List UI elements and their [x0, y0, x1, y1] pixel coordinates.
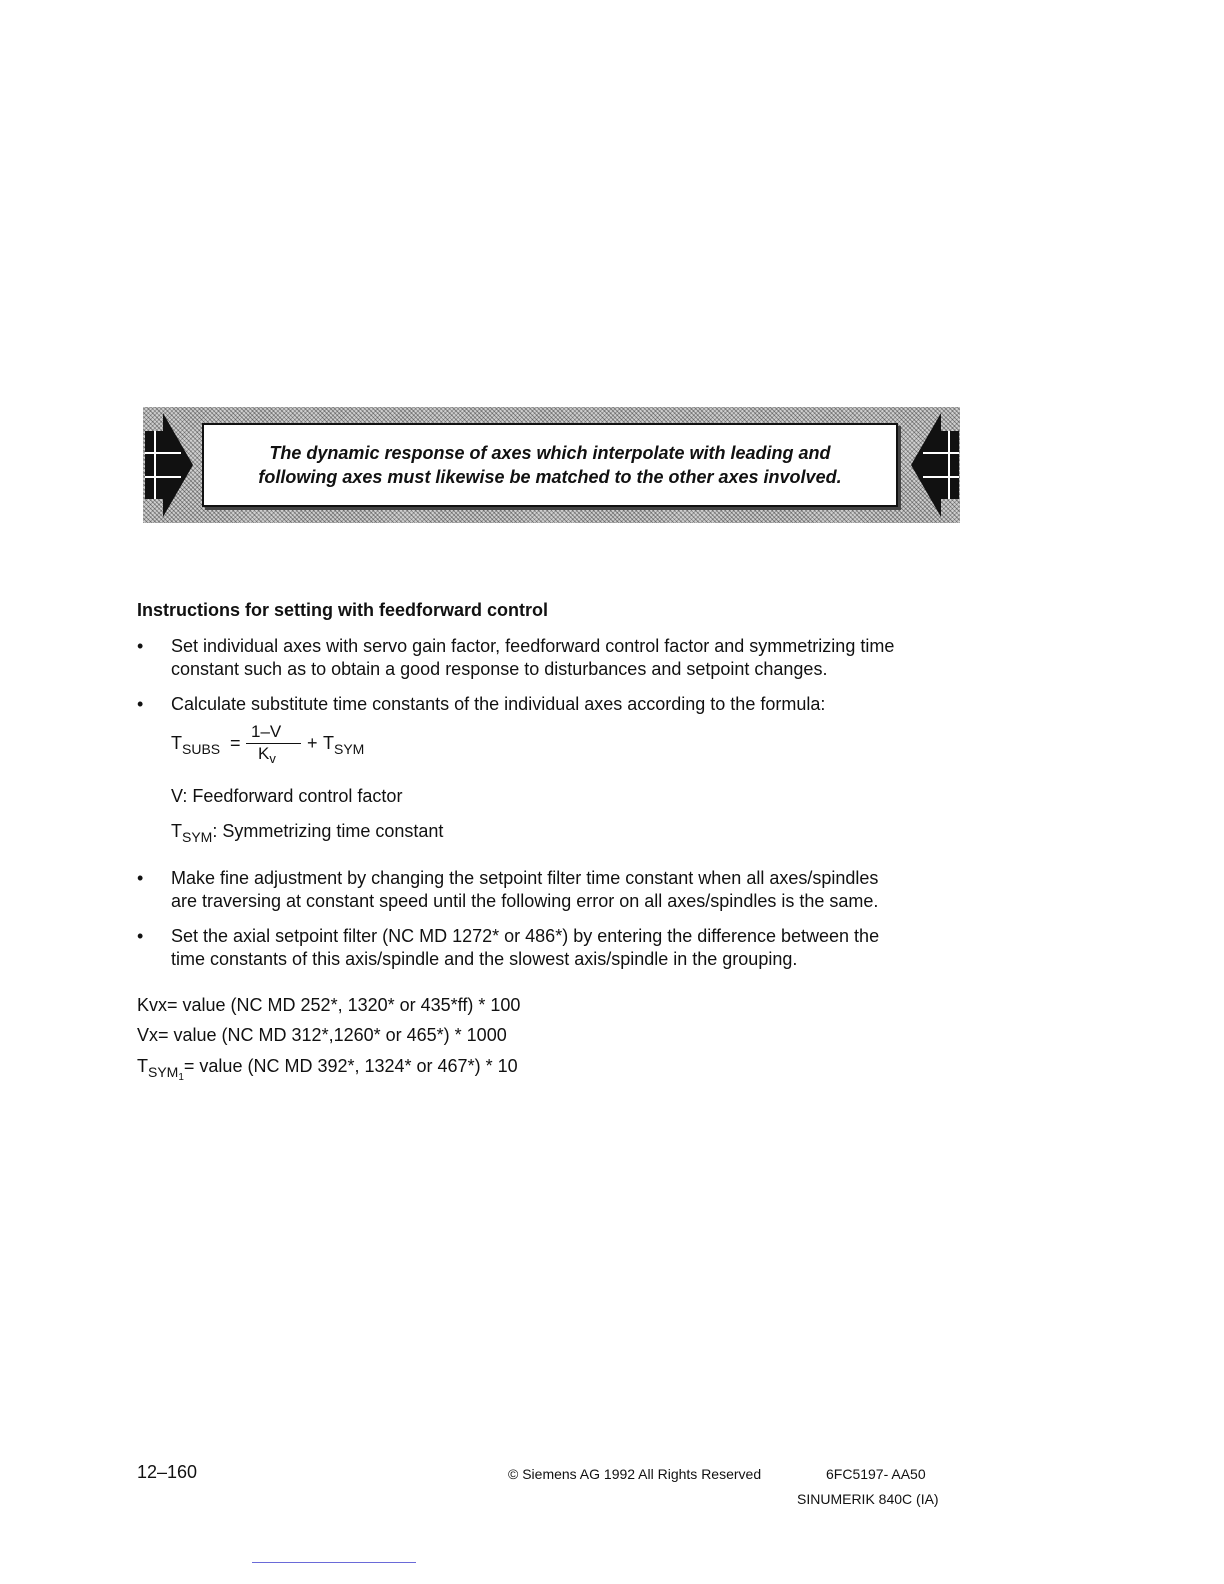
- note-text-box: [202, 423, 898, 507]
- list-item: [137, 635, 967, 681]
- bullet-text-line: Set the axial setpoint filter (NC MD 1272* or 486*) by entering the difference between the: [171, 926, 880, 946]
- bullet-text-line: constant such as to obtain a good response to disturbances and setpoint changes.: [171, 659, 828, 679]
- right-arrow-icon: [145, 413, 193, 517]
- kvx-line: Kvx= value (NC MD 252*, 1320* or 435*ff) * 100: [137, 995, 521, 1015]
- formula-plus: +: [307, 733, 318, 753]
- vx-line: Vx= value (NC MD 312*,1260* or 465*) * 1000: [137, 1025, 507, 1045]
- bullet-text-line: time constants of this axis/spindle and the slowest axis/spindle in the grouping.: [171, 949, 798, 969]
- tsym1-line: $T_{SYM1}=$ value (NC MD 392*, 1324* or 467*) * 10: [137, 1056, 518, 1083]
- bullet-icon: •: [137, 636, 144, 656]
- bullet-text-line: are traversing at constant speed until the following error on all axes/spindles is the same.: [171, 891, 879, 911]
- document-number: 6FC5197- AA50: [826, 1466, 926, 1482]
- definition-v: V: Feedforward control factor: [171, 786, 403, 806]
- list-item: [137, 867, 967, 913]
- bullet-icon: •: [137, 926, 144, 946]
- bullet-text-line: Make fine adjustment by changing the setpoint filter time constant when all axes/spindles: [171, 868, 879, 888]
- list-item: [137, 693, 967, 716]
- note-line-2: following axes must likewise be matched to the other axes involved.: [258, 467, 842, 487]
- bullet-icon: •: [137, 694, 144, 714]
- bullet-icon: •: [137, 868, 144, 888]
- section-heading: Instructions for setting with feedforward control: [137, 600, 549, 620]
- page-number: 12–160: [137, 1462, 198, 1482]
- copyright-notice: © Siemens AG 1992 All Rights Reserved: [508, 1466, 762, 1482]
- substitute-time-formula: [171, 722, 431, 768]
- formula-denominator: $K_v$: [258, 744, 276, 766]
- bottom-divider: [252, 1562, 416, 1563]
- formula-lhs: $T_{SUBS}$: [171, 733, 221, 757]
- list-item: [137, 925, 967, 971]
- formula-rhs: $T_{SYM}$: [323, 733, 365, 757]
- note-line-1: The dynamic response of axes which interpolate with leading and: [269, 443, 831, 463]
- definition-tsym: $T_{SYM}$: Symmetrizing time constant: [171, 821, 444, 845]
- formula-equals: =: [230, 733, 241, 753]
- bullet-text-line: Set individual axes with servo gain factor, feedforward control factor and symmetrizing time: [171, 636, 895, 656]
- formula-numerator: 1–V: [251, 722, 282, 741]
- left-arrow-icon: [911, 413, 959, 517]
- bullet-text-line: Calculate substitute time constants of the individual axes according to the formula:: [171, 694, 826, 714]
- product-name: SINUMERIK 840C (IA): [797, 1491, 939, 1507]
